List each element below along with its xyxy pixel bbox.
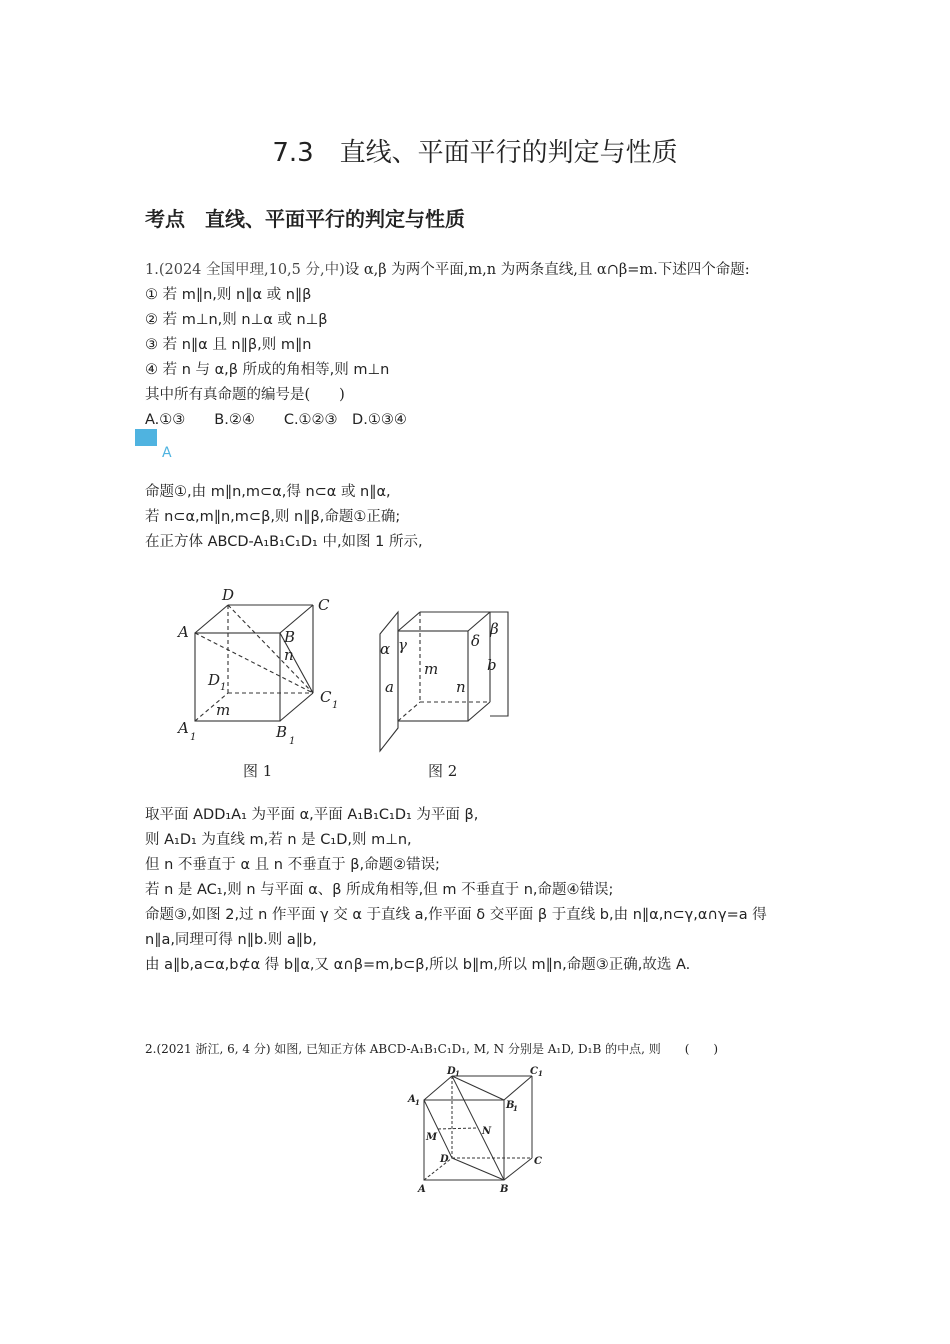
solution-top bbox=[145, 480, 815, 555]
proposition-4: ④ 若 n 与 α,β 所成的角相等,则 m⊥n bbox=[145, 362, 390, 378]
fig2-label: α bbox=[380, 640, 391, 658]
fig3-subscript: 1 bbox=[513, 1104, 518, 1113]
solution-line: 但 n 不垂直于 α 且 n 不垂直于 β,命题②错误; bbox=[145, 857, 440, 873]
proposition-2: ② 若 m⊥n,则 n⊥α 或 n⊥β bbox=[145, 312, 328, 328]
question-1-stem-line bbox=[145, 258, 815, 283]
fig1-label: D bbox=[208, 671, 221, 689]
fig3-subscript: 1 bbox=[538, 1069, 543, 1078]
fig1-subscript: 1 bbox=[220, 682, 227, 693]
fig2-label: a bbox=[385, 678, 394, 696]
fig3-label: A bbox=[408, 1094, 416, 1105]
page-title: 7.3 直线、平面平行的判定与性质 bbox=[272, 138, 678, 168]
solution-line: 则 A₁D₁ 为直线 m,若 n 是 C₁D,则 m⊥n, bbox=[145, 832, 412, 848]
figure-2-box bbox=[380, 612, 508, 751]
fig1-subscript: 1 bbox=[289, 736, 296, 747]
fig1-label: C bbox=[320, 688, 332, 706]
fig1-label: n bbox=[284, 646, 294, 664]
fig2-label: β bbox=[490, 620, 499, 638]
fig1-label: A bbox=[178, 719, 189, 737]
fig1-label: A bbox=[178, 623, 189, 641]
fig3-subscript: 1 bbox=[415, 1098, 420, 1107]
question-1-source: 1.(2024 全国甲理,10,5 分,中) bbox=[145, 262, 345, 278]
fig3-label: C bbox=[534, 1156, 542, 1167]
figure-1-cube bbox=[195, 605, 313, 721]
fig1-label: C bbox=[318, 596, 330, 614]
proposition-3: ③ 若 n∥α 且 n∥β,则 m∥n bbox=[145, 337, 312, 353]
fig1-label: B bbox=[284, 628, 296, 646]
solution-line: 在正方体 ABCD-A₁B₁C₁D₁ 中,如图 1 所示, bbox=[145, 534, 423, 550]
fig3-label: B bbox=[506, 1100, 515, 1111]
solution-line: 取平面 ADD₁A₁ 为平面 α,平面 A₁B₁C₁D₁ 为平面 β, bbox=[145, 807, 479, 823]
solution-line: 命题③,如图 2,过 n 作平面 γ 交 α 于直线 a,作平面 δ 交平面 β 于直线 b,由 n∥α,n⊂γ,α∩γ=a 得 bbox=[145, 907, 767, 923]
fig1-subscript: 1 bbox=[190, 732, 197, 743]
fig1-label: m bbox=[216, 701, 231, 719]
fig3-label: M bbox=[426, 1132, 438, 1143]
fig3-label: D bbox=[440, 1154, 449, 1165]
question-2: 2.(2021 浙江, 6, 4 分) 如图, 已知正方体 ABCD-A₁B₁C₁D₁, M, N 分别是 A₁D, D₁B 的中点, 则 ( ) bbox=[145, 1042, 719, 1056]
solution-line: 由 a∥b,a⊂α,b⊄α 得 b∥α,又 α∩β=m,b⊂β,所以 b∥m,所以 m∥n,命题③正确,故选 A. bbox=[145, 957, 691, 973]
fig2-label: n bbox=[456, 678, 466, 696]
fig3-label: N bbox=[482, 1126, 492, 1137]
fig1-subscript: 1 bbox=[332, 700, 339, 711]
question-1 bbox=[145, 258, 815, 433]
fig2-label: b bbox=[487, 656, 497, 674]
question-1-stem: 设 α,β 为两个平面,m,n 为两条直线,且 α∩β=m.下述四个命题: bbox=[344, 262, 750, 278]
fig3-subscript: 1 bbox=[455, 1069, 460, 1078]
fig3-label: B bbox=[500, 1184, 509, 1195]
answer-letter: A bbox=[162, 445, 172, 461]
fig2-label: m bbox=[424, 660, 439, 678]
cube-figures bbox=[170, 578, 530, 788]
answer-marker bbox=[135, 429, 157, 446]
section-heading: 考点 直线、平面平行的判定与性质 bbox=[145, 207, 465, 231]
question-1-options: A.①③ B.②④ C.①②③ D.①③④ bbox=[145, 412, 407, 428]
fig3-label: C bbox=[530, 1066, 538, 1077]
figure-1-caption: 图 1 bbox=[243, 762, 273, 780]
fig3-label: A bbox=[418, 1184, 426, 1195]
solution-line: 若 n 是 AC₁,则 n 与平面 α、β 所成角相等,但 m 不垂直于 n,命题④错误; bbox=[145, 882, 614, 898]
fig1-label: D bbox=[222, 586, 235, 604]
solution-line: n∥a,同理可得 n∥b.则 a∥b, bbox=[145, 932, 317, 948]
solution-line: 若 n⊂α,m∥n,m⊂β,则 n∥β,命题①正确; bbox=[145, 509, 401, 525]
solution-bottom bbox=[145, 803, 815, 978]
fig3-label: D bbox=[447, 1066, 456, 1077]
solution-line: 命题①,由 m∥n,m⊂α,得 n⊂α 或 n∥α, bbox=[145, 484, 391, 500]
fig2-label: γ bbox=[398, 636, 407, 654]
fig2-label: δ bbox=[471, 632, 481, 650]
question-2-cube bbox=[400, 1062, 560, 1197]
fig1-label: B bbox=[276, 723, 288, 741]
question-1-ask: 其中所有真命题的编号是( ) bbox=[145, 387, 345, 403]
proposition-1: ① 若 m∥n,则 n∥α 或 n∥β bbox=[145, 287, 312, 303]
figure-2-caption: 图 2 bbox=[428, 762, 458, 780]
